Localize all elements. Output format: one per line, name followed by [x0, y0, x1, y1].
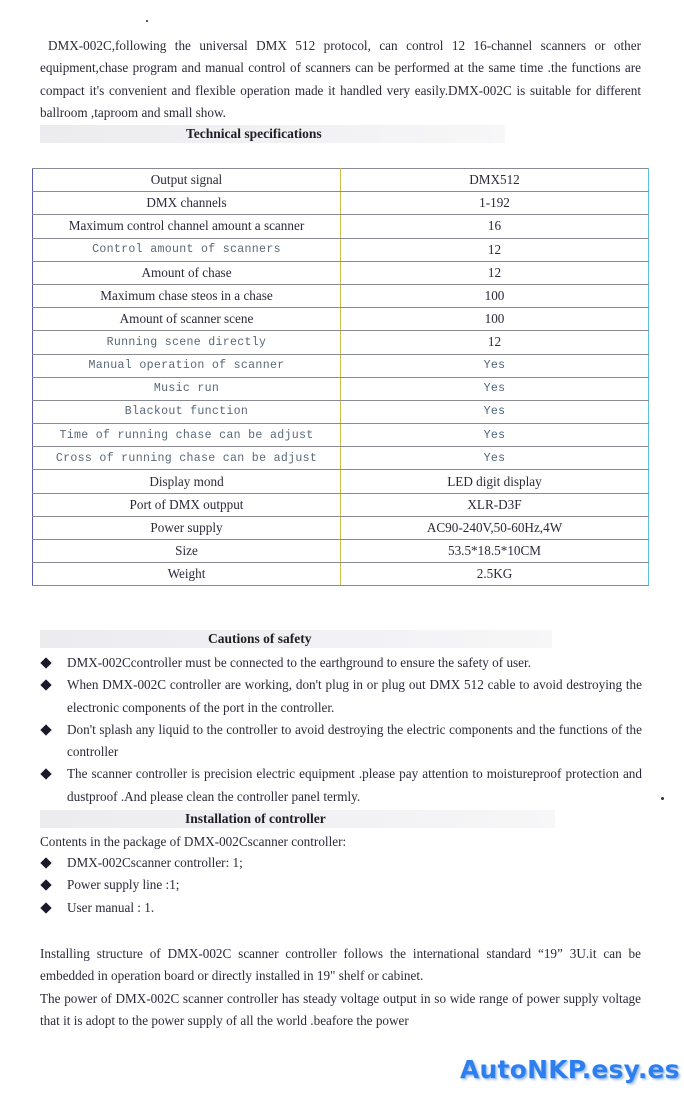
spec-row: [33, 493, 649, 516]
spec-value: 2.5KG: [341, 563, 649, 586]
spec-value: 1-192: [341, 192, 649, 215]
installation-paragraph: Installing structure of DMX-002C scanner controller follows the international standard “19” 3U.it can be embedded in operation board or directly installed in 19" shelf or cabinet.: [40, 946, 641, 984]
spec-key: Output signal: [33, 169, 341, 192]
spec-key: Manual operation of scanner: [33, 354, 341, 377]
cautions-heading: [40, 630, 552, 648]
package-contents-title: Contents in the package of DMX-002Cscanner controller:: [40, 834, 347, 849]
spec-row: [33, 331, 649, 354]
spec-key: Time of running chase can be adjust: [33, 424, 341, 447]
cautions-list: [40, 652, 642, 808]
spec-row: [33, 447, 649, 470]
spec-value: 12: [341, 331, 649, 354]
spec-row: [33, 284, 649, 307]
diamond-bullet-icon: [40, 657, 51, 668]
diamond-bullet-icon: [40, 680, 51, 691]
spec-table: [32, 168, 649, 586]
spec-value: 53.5*18.5*10CM: [341, 540, 649, 563]
spec-row: [33, 516, 649, 539]
spec-key: Weight: [33, 563, 341, 586]
spec-value: 12: [341, 238, 649, 261]
spec-value: LED digit display: [341, 470, 649, 493]
spec-key: Cross of running chase can be adjust: [33, 447, 341, 470]
spec-row: [33, 261, 649, 284]
scan-speck: [661, 797, 664, 800]
tech-specs-title: Technical specifications: [186, 126, 322, 141]
spec-row: [33, 308, 649, 331]
spec-value: AC90-240V,50-60Hz,4W: [341, 516, 649, 539]
spec-row: [33, 377, 649, 400]
caution-item: Don't splash any liquid to the controller to avoid destroying the electric components and the functions of the controller: [40, 719, 642, 764]
spec-row: [33, 169, 649, 192]
spec-key: Power supply: [33, 516, 341, 539]
spec-key: Running scene directly: [33, 331, 341, 354]
spec-key: Maximum chase steos in a chase: [33, 284, 341, 307]
package-contents-list: [40, 852, 642, 919]
spec-value: 12: [341, 261, 649, 284]
installation-heading: [40, 810, 555, 828]
package-item: Power supply line :1;: [40, 874, 642, 896]
watermark-logo: AutoNKP.esy.es: [460, 1055, 680, 1084]
package-item: DMX-002Cscanner controller: 1;: [40, 852, 642, 874]
spec-value: DMX512: [341, 169, 649, 192]
spec-row: [33, 192, 649, 215]
spec-value: 100: [341, 308, 649, 331]
cautions-title: Cautions of safety: [208, 631, 312, 646]
installation-title: Installation of controller: [185, 811, 326, 826]
caution-item: When DMX-002C controller are working, don't plug in or plug out DMX 512 cable to avoid destroying the electronic components of the port in the controller.: [40, 674, 642, 719]
spec-row: [33, 215, 649, 238]
caution-item: The scanner controller is precision electric equipment .please pay attention to moistureproof protection and dustproof .And please clean the controller panel termly.: [40, 763, 642, 808]
spec-key: Control amount of scanners: [33, 238, 341, 261]
spec-value: Yes: [341, 354, 649, 377]
tech-specs-heading: [40, 125, 505, 143]
spec-row: [33, 470, 649, 493]
spec-row: [33, 563, 649, 586]
spec-value: XLR-D3F: [341, 493, 649, 516]
spec-value: 16: [341, 215, 649, 238]
installation-paragraph: The power of DMX-002C scanner controller has steady voltage output in so wide range of power supply voltage that it is adopt to the power supply of all the world .beafore the power: [40, 990, 641, 1028]
spec-key: Port of DMX outpput: [33, 493, 341, 516]
spec-value: Yes: [341, 377, 649, 400]
spec-key: Display mond: [33, 470, 341, 493]
diamond-bullet-icon: [40, 769, 51, 780]
spec-value: 100: [341, 284, 649, 307]
spec-key: Size: [33, 540, 341, 563]
spec-key: Amount of scanner scene: [33, 308, 341, 331]
spec-key: Maximum control channel amount a scanner: [33, 215, 341, 238]
spec-row: [33, 238, 649, 261]
spec-value: Yes: [341, 400, 649, 423]
spec-row: [33, 424, 649, 447]
diamond-bullet-icon: [40, 880, 51, 891]
scan-speck: [146, 20, 148, 22]
spec-value: Yes: [341, 424, 649, 447]
diamond-bullet-icon: [40, 724, 51, 735]
installation-text: [40, 943, 641, 1032]
caution-item: DMX-002Ccontroller must be connected to the earthground to ensure the safety of user.: [40, 652, 642, 674]
spec-key: Amount of chase: [33, 261, 341, 284]
spec-key: Blackout function: [33, 400, 341, 423]
spec-key: Music run: [33, 377, 341, 400]
spec-row: [33, 354, 649, 377]
intro-paragraph: [40, 35, 641, 124]
intro-text: DMX-002C,following the universal DMX 512 protocol, can control 12 16-channel scanners or other equipment,chase program and manual control of scanners can be performed at the same time .the functions are compact it's convenient and flexible operation made it handled very easily.DMX-002C is suitable for different ballroom ,taproom and small show.: [40, 38, 641, 120]
package-item: User manual : 1.: [40, 897, 642, 919]
spec-value: Yes: [341, 447, 649, 470]
spec-key: DMX channels: [33, 192, 341, 215]
diamond-bullet-icon: [40, 902, 51, 913]
spec-row: [33, 540, 649, 563]
diamond-bullet-icon: [40, 857, 51, 868]
spec-row: [33, 400, 649, 423]
